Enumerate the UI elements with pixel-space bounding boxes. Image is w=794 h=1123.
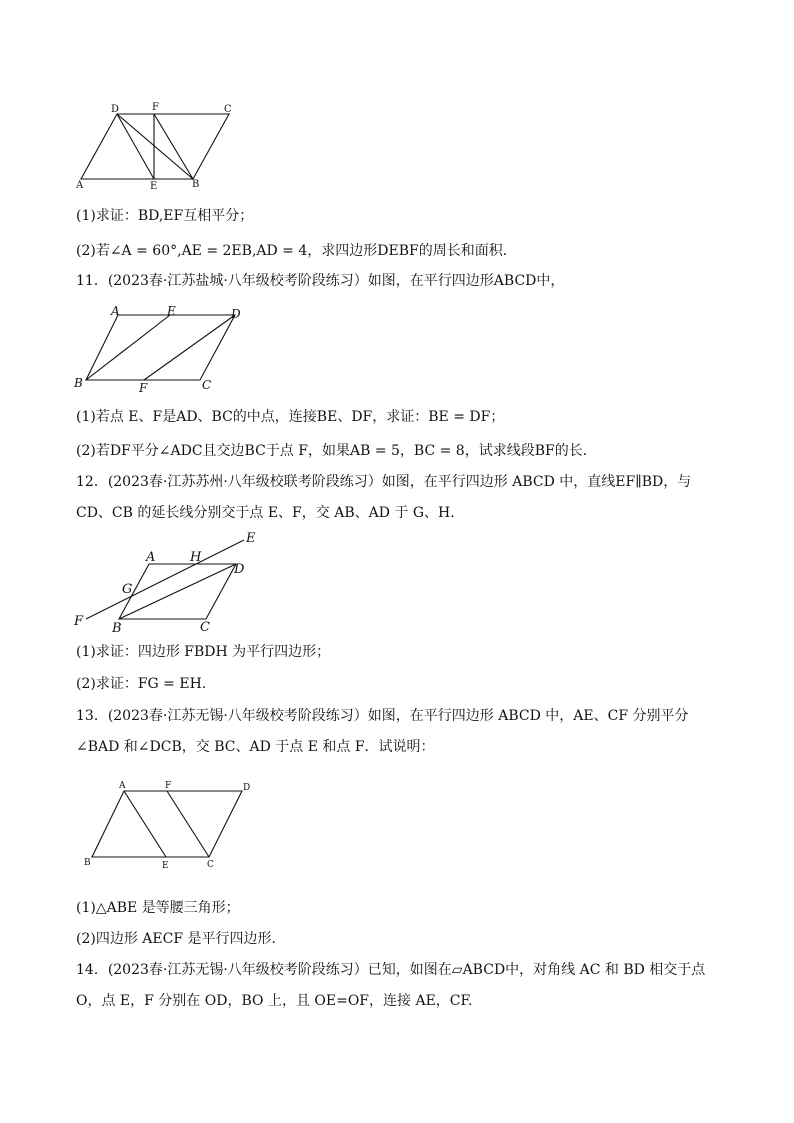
- fig11-label-F: F: [139, 381, 148, 395]
- fig12-label-H: H: [190, 550, 202, 565]
- fig13-segment-AE: [124, 791, 166, 857]
- fig12-label-D: D: [234, 562, 245, 577]
- fig10-label-C: C: [224, 104, 232, 115]
- fig10-segment-DB: [117, 114, 193, 179]
- fig10-label-B: B: [192, 179, 200, 190]
- fig11-label-E: E: [167, 304, 176, 318]
- q14-stem: 14．(2023春·江苏无锡·八年级校考阶段练习）已知，如图在▱ABCD中，对角线 AC 和 BD 相交于点 O，点 E，F 分别在 OD，BO 上，且 OE=OF，连接 AE，CF.: [76, 962, 706, 1009]
- figure-q11-parallelogram: [70, 303, 250, 395]
- figure-q10-parallelogram: [74, 100, 244, 192]
- q11-part1: (1)若点 E、F是AD、BC的中点，连接BE、DF，求证：BE = DF；: [76, 409, 505, 425]
- fig11-label-A: A: [111, 304, 120, 318]
- fig13-label-C: C: [207, 860, 214, 870]
- fig11-label-B: B: [74, 376, 83, 390]
- fig12-label-F: F: [74, 614, 84, 629]
- fig12-label-B: B: [112, 621, 122, 636]
- fig13-label-D: D: [243, 783, 251, 793]
- fig10-label-A: A: [76, 180, 84, 191]
- figure-q12-parallelogram: [70, 528, 270, 636]
- figure-q13-parallelogram: [82, 778, 262, 874]
- fig13-label-B: B: [84, 858, 91, 868]
- fig12-label-G: G: [122, 582, 133, 597]
- q13-part1: (1)△ABE 是等腰三角形；: [76, 900, 240, 916]
- fig11-label-C: C: [202, 378, 212, 392]
- fig10-label-E: E: [150, 181, 158, 192]
- fig11-outline: [86, 315, 235, 380]
- q11-stem: 11．(2023春·江苏盐城·八年级校考阶段练习）如图，在平行四边形ABCD中，: [76, 273, 565, 289]
- fig10-segment-FB: [154, 114, 193, 179]
- fig12-diagonal-BD: [119, 564, 236, 619]
- fig13-label-F: F: [165, 781, 172, 791]
- fig10-label-D: D: [111, 104, 120, 115]
- q12-stem: 12．(2023春·江苏苏州·八年级校联考阶段练习）如图，在平行四边形 ABCD 中，直线EF∥BD，与 CD、CB 的延长线分别交于点 E、F，交 AB、AD 于 G、H.: [76, 474, 692, 521]
- q13-part2: (2)四边形 AECF 是平行四边形．: [76, 931, 286, 947]
- q10-part1: (1)求证：BD,EF互相平分；: [76, 208, 254, 224]
- q12-part1: (1)求证：四边形 FBDH 为平行四边形；: [76, 644, 331, 660]
- fig13-segment-FC: [167, 791, 209, 857]
- fig13-label-E: E: [162, 861, 169, 871]
- fig11-label-D: D: [231, 307, 241, 321]
- fig12-label-A: A: [146, 550, 156, 565]
- fig10-segment-DE: [117, 114, 154, 179]
- q12-part2: (2)求证：FG = EH.: [76, 676, 207, 692]
- fig10-label-F: F: [152, 102, 159, 113]
- q10-part2: (2)若∠A = 60°,AE = 2EB,AD = 4，求四边形DEBF的周长和面积．: [76, 243, 517, 259]
- fig13-outline: [92, 791, 242, 857]
- q13-stem: 13．(2023春·江苏无锡·八年级校考阶段练习）如图，在平行四边形 ABCD 中，AE、CF 分别平分∠BAD 和∠DCB，交 BC、AD 于点 E 和点 F．试说明：: [76, 708, 689, 755]
- fig12-label-E: E: [246, 531, 256, 546]
- fig13-label-A: A: [119, 781, 126, 791]
- fig12-label-C: C: [200, 620, 210, 635]
- q11-part2: (2)若DF平分∠ADC且交边BC于点 F，如果AB = 5，BC = 8，试求线段BF的长．: [76, 443, 597, 459]
- fig12-line-FE: [86, 540, 244, 619]
